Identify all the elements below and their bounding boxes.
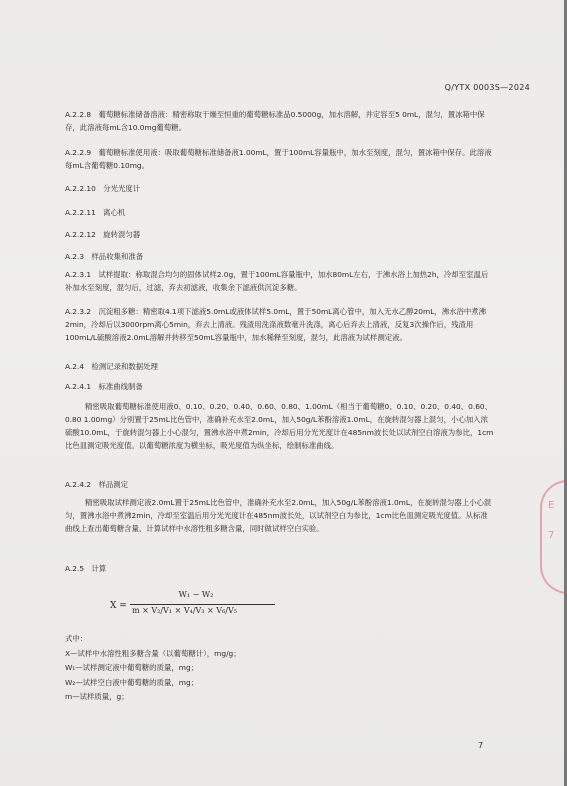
- formula-lhs: X =: [110, 601, 127, 611]
- definitions-list: [65, 632, 465, 705]
- document-number: Q/YTX 0003S—2024: [444, 83, 530, 92]
- para-sample-measurement: 精密吸取试样测定液2.0mL置于25mL比色管中，准确补充水至2.0mL，加入50g/L苯酚溶液1.0mL，在旋转混匀器上小心混匀，置沸水浴中煮沸2min，冷却至室温后用分光光度计在485nm波长处，以试剂空白为参比，1cm比色皿测定吸光度值。从标准曲线上查出葡萄糖含量，计算试样中水溶性粗多糖含量，同时做试样空白实验。: [65, 498, 492, 533]
- fraction-bar: [130, 604, 275, 605]
- heading-a2-3: A.2.3 样品收集和准备: [65, 252, 144, 261]
- formula-numerator: W₁ − W₂: [178, 590, 214, 599]
- heading-a2-5: A.2.5 计算: [65, 564, 107, 573]
- heading-a2-2-10: A.2.2.10 分光光度计: [65, 184, 141, 193]
- para-a2-2-9: A.2.2.9 葡萄糖标准使用液：吸取葡萄糖标准储备液1.00mL，置于100mL容量瓶中，加水至刻度，混匀，置冰箱中保存。此溶液每mL含葡萄糖0.10mg。: [65, 148, 492, 170]
- definition-m: m—试样质量，g；: [65, 692, 129, 701]
- red-seal-stamp: E 7: [540, 480, 567, 594]
- heading-a2-4-2: A.2.4.2 样品测定: [65, 480, 129, 489]
- definition-x: X—试样中水溶性粗多糖含量（以葡萄糖计），mg/g；: [65, 648, 241, 658]
- heading-a2-2-12: A.2.2.12 旋转混匀器: [65, 230, 141, 239]
- formula-denominator: m × V₂/V₁ × V₄/V₃ × V₆/V₅: [132, 606, 237, 615]
- definition-intro: 式中：: [65, 634, 88, 643]
- definition-w1: W₁—试样测定液中葡萄糖的质量，mg；: [65, 663, 199, 672]
- para-a2-3-1: A.2.3.1 试样提取：称取混合均匀的固体试样2.0g，置于100mL容量瓶中，加水80mL左右，于沸水浴上加热2h，冷却至室温后补加水至刻度，混匀后，过滤，弃去初滤液，收集余下滤液供沉淀多糖。: [65, 270, 489, 292]
- heading-a2-2-11: A.2.2.11 离心机: [65, 208, 126, 217]
- para-standard-curve: 精密吸取葡萄糖标准使用液0、0.10、0.20、0.40、0.60、0.80、1.00mL（相当于葡萄糖0、0.10、0.20、0.40、0.60、0.80 1.00mg）分别置于25mL比色管中，准确补充水至2.0mL，加入50g/L苯酚溶液1.0mL，在旋转混匀器上混匀，小心加入浓硫酸10.0mL，于旋转混匀器上小心混匀，置沸水浴中煮2min，冷却后用分光光度计在485nm波长处以试剂空白溶液为参比，1cm比色皿测定吸光度值。以葡萄糖浓度为横坐标，吸光度值为纵坐标，绘制标准曲线。: [65, 402, 494, 450]
- page-number: 7: [478, 741, 484, 750]
- definition-w2: W₂—试样空白液中葡萄糖的质量，mg；: [65, 677, 199, 687]
- para-a2-2-8: A.2.2.8 葡萄糖标准储备溶液：精密称取干燥至恒重的葡萄糖标准品0.5000g，加水溶解，并定容至5 0mL，混匀，置冰箱中保存，此溶液每mL含10.0mg葡萄糖。: [65, 110, 485, 132]
- para-a2-3-2: A.2.3.2 沉淀粗多糖：精密取4.1项下滤液5.0mL或液体试样5.0mL，置于50mL离心管中，加入无水乙醇20mL，沸水浴中煮沸2min，冷却后以3000rpm离心5min，弃去上清液。残渣用洗涤液数毫升洗涤，离心后弃去上清液，反复3次操作后，残渣用100mL/L硫酸溶液2.0mL溶解并转移至50mL容量瓶中，加水稀释至刻度，混匀，此溶液为试样测定液。: [65, 307, 487, 342]
- heading-a2-4: A.2.4 检测记录和数据处理: [65, 362, 158, 371]
- calculation-formula: [110, 588, 310, 630]
- heading-a2-4-1: A.2.4.1 标准曲线制备: [65, 382, 143, 391]
